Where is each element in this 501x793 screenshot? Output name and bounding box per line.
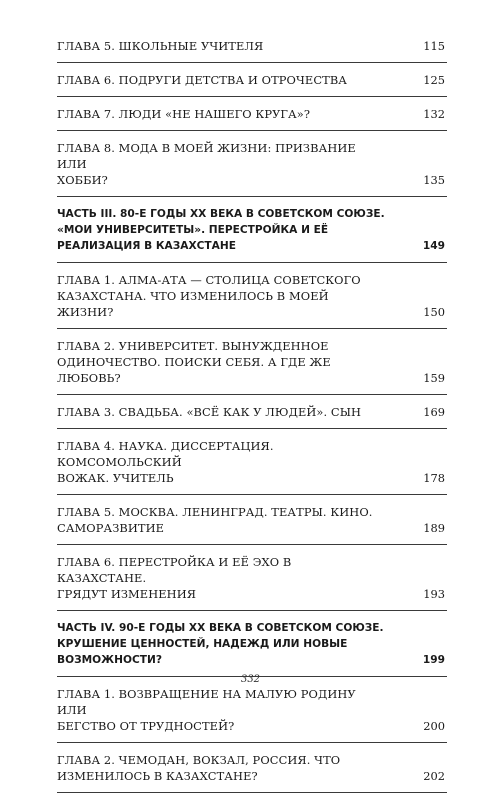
toc-entry-p3-ch2	[57, 329, 447, 395]
toc-part-page: 199	[422, 654, 445, 666]
toc-entry-title: ГЛАВА 4. НАУКА. ДИССЕРТАЦИЯ. КОМСОМОЛЬСКИЙ ВОЖАК. УЧИТЕЛЬ	[57, 439, 274, 485]
toc-entry-page: 202	[423, 769, 445, 783]
toc-entry-page: 115	[423, 39, 445, 53]
toc-part-page: 149	[422, 240, 445, 252]
toc-entry-title: ГЛАВА 6. ПЕРЕСТРОЙКА И ЕЁ ЭХО В КАЗАХСТАНЕ. ГРЯДУТ ИЗМЕНЕНИЯ	[57, 555, 292, 601]
toc-entry-p3-ch5	[57, 495, 447, 545]
toc-entry-page: 189	[423, 521, 445, 535]
toc-entry-page: 200	[423, 719, 445, 733]
toc-entry-p3-ch6	[57, 545, 447, 611]
toc-entry-ch8-fashion	[57, 131, 447, 197]
toc-entry-ch5-teachers	[57, 29, 447, 63]
toc-part-title: ЧАСТЬ IV. 90-Е ГОДЫ ХХ ВЕКА В СОВЕТСКОМ СОЮЗЕ. КРУШЕНИЕ ЦЕННОСТЕЙ, НАДЕЖД ИЛИ НОВЫЕ ВОЗМОЖНОСТИ?	[57, 622, 384, 666]
toc-part-4	[57, 611, 447, 677]
toc-entry-title: ГЛАВА 1. ВОЗВРАЩЕНИЕ НА МАЛУЮ РОДИНУ ИЛИ БЕГСТВО ОТ ТРУДНОСТЕЙ?	[57, 687, 356, 733]
toc-entry-title: ГЛАВА 3. СВАДЬБА. «ВСЁ КАК У ЛЮДЕЙ». СЫН	[57, 405, 362, 419]
toc-part-3	[57, 197, 447, 263]
toc-entry-title: ГЛАВА 8. МОДА В МОЕЙ ЖИЗНИ: ПРИЗВАНИЕ ИЛИ ХОББИ?	[57, 141, 356, 187]
toc-entry-page: 132	[423, 107, 445, 121]
toc-entry-ch6-friends	[57, 63, 447, 97]
toc-entry-page: 150	[423, 305, 445, 319]
toc-entry-title: ГЛАВА 6. ПОДРУГИ ДЕТСТВА И ОТРОЧЕСТВА	[57, 73, 348, 87]
toc-entry-p3-ch4	[57, 429, 447, 495]
toc-entry-page: 178	[423, 471, 445, 485]
toc-entry-page: 193	[423, 587, 445, 601]
toc-entry-title: ГЛАВА 2. УНИВЕРСИТЕТ. ВЫНУЖДЕННОЕ ОДИНОЧЕСТВО. ПОИСКИ СЕБЯ. А ГДЕ ЖЕ ЛЮБОВЬ?	[57, 339, 331, 385]
toc-entry-title: ГЛАВА 1. АЛМА-АТА — СТОЛИЦА СОВЕТСКОГО КАЗАХСТАНА. ЧТО ИЗМЕНИЛОСЬ В МОЕЙ ЖИЗНИ?	[57, 273, 361, 319]
toc-entry-title: ГЛАВА 5. ШКОЛЬНЫЕ УЧИТЕЛЯ	[57, 39, 264, 53]
page-number: 332	[240, 674, 261, 685]
toc-part-title: ЧАСТЬ III. 80-Е ГОДЫ ХХ ВЕКА В СОВЕТСКОМ СОЮЗЕ. «МОИ УНИВЕРСИТЕТЫ». ПЕРЕСТРОЙКА И ЕЁ РЕАЛИЗАЦИЯ В КАЗАХСТАНЕ	[57, 208, 385, 252]
toc-entry-page: 159	[423, 371, 445, 385]
toc-entry-title: ГЛАВА 7. ЛЮДИ «НЕ НАШЕГО КРУГА»?	[57, 107, 311, 121]
toc-entry-ch7-people	[57, 97, 447, 131]
toc-entry-title: ГЛАВА 2. ЧЕМОДАН, ВОКЗАЛ, РОССИЯ. ЧТО ИЗМЕНИЛОСЬ В КАЗАХСТАНЕ?	[57, 753, 341, 783]
toc-entry-page: 169	[423, 405, 445, 419]
toc-entry-page: 125	[423, 73, 445, 87]
toc-entry-p4-ch1	[57, 677, 447, 743]
toc-entry-p3-ch3	[57, 395, 447, 429]
toc-entry-p3-ch1	[57, 263, 447, 329]
toc-entry-page: 135	[423, 173, 445, 187]
toc-entry-title: ГЛАВА 5. МОСКВА. ЛЕНИНГРАД. ТЕАТРЫ. КИНО. САМОРАЗВИТИЕ	[57, 505, 373, 535]
toc-entry-p4-ch2	[57, 743, 447, 793]
